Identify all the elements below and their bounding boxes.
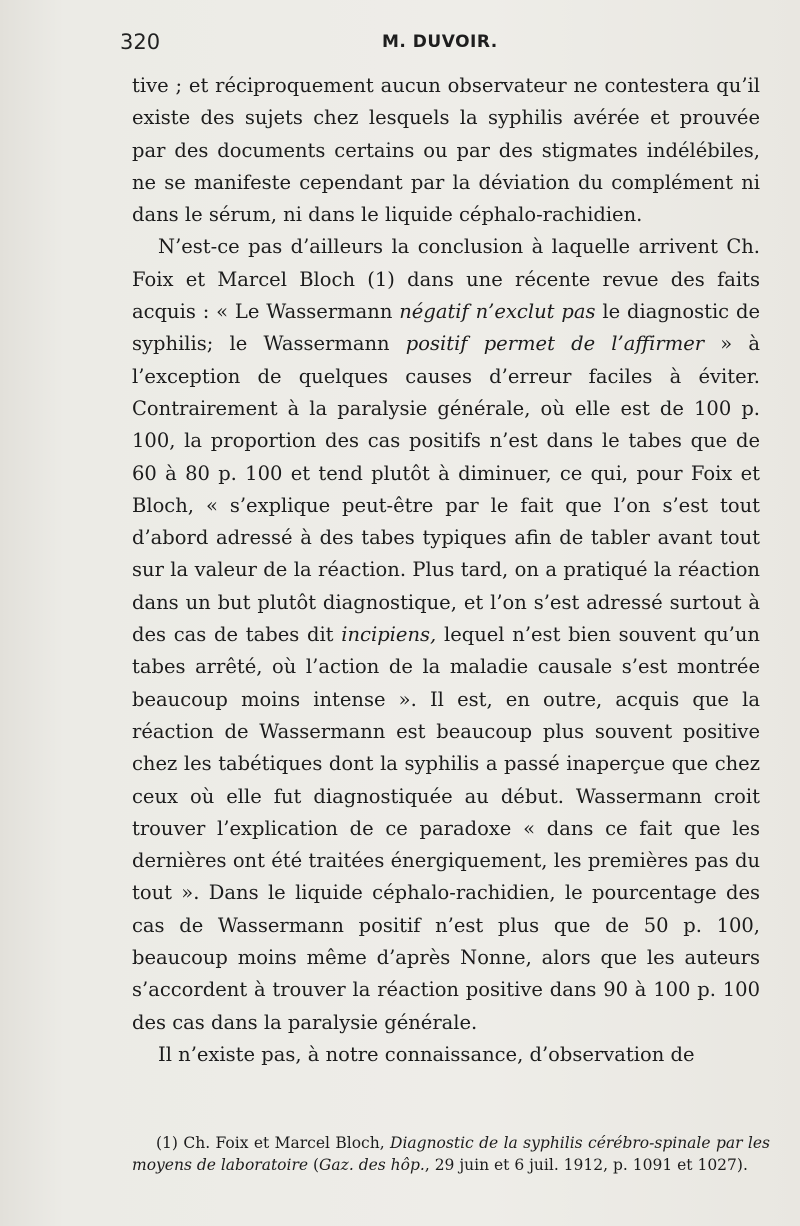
- footnote-title: Diagnostic de la syphilis cérébro-spinale par les moyens de laboratoire: [132, 1134, 770, 1174]
- running-head: M. DUVOIR.: [382, 32, 498, 52]
- paragraph-3: Il n’existe pas, à notre connaissance, d’observation de: [158, 1042, 695, 1066]
- paragraph-2-text-4: » à l’exception de quelques causes d’erreur faciles à éviter. Contrairement à la paralysie générale, où elle est de 100 p. 100, la proportion des cas positifs n’est dans le tabes que de 60 à 80 p. 100 et tend plutôt à diminuer, ce qui, pour Foix et Bloch, « s’explique peut-être par le fait que l’on s’est tout d’abord adressé à des tabes typiques afin de tabler avant tout sur la valeur de la réaction. Plus tard, on a pratiqué la réaction dans un but plutôt diagnostique, et l’on s’est adressé surtout à des cas de tabes dit: [132, 332, 761, 647]
- page-header: [120, 30, 760, 66]
- footnote: [132, 1133, 770, 1176]
- emphasis-incipiens: incipiens,: [341, 623, 437, 647]
- emphasis-negatif: négatif: [399, 300, 469, 324]
- paragraph-2-text-2: [469, 300, 476, 323]
- emphasis-positif-permet: positif permet de l’affirmer: [405, 332, 705, 356]
- page-number: 320: [120, 30, 161, 54]
- body-text: [132, 70, 760, 1071]
- paragraph-2: [132, 231, 760, 1038]
- paragraph-2-text-5: lequel n’est bien souvent qu’un tabes arrêté, où l’action de la maladie causale s’est montrée beaucoup moins intense ». Il est, en outre, acquis que la réaction de Wassermann est beaucoup plus souvent positive chez les tabétiques dont la syphilis a passé inaperçue que chez ceux où elle fut diagnostiquée au début. Wassermann croit trouver l’explication de ce paradoxe « dans ce fait que les dernières ont été traitées énergiquement, les premières pas du tout ». Dans le liquide céphalo-rachidien, le pourcentage des cas de Wassermann positif n’est plus que de 50 p. 100, beaucoup moins même d’après Nonne, alors que les auteurs s’accordent à trouver la réaction positive dans 90 à 100 p. 100 des cas dans la paralysie générale.: [132, 623, 760, 1034]
- footnote-text: [132, 1133, 770, 1176]
- footnote-text-3: , 29 juin et 6 juil. 1912, p. 1091 et 1027).: [424, 1155, 748, 1174]
- footnote-text-1: (1) Ch. Foix et Marcel Bloch,: [156, 1134, 391, 1152]
- footnote-text-2: (: [308, 1155, 320, 1174]
- paragraph-2-text-1: N’est-ce pas d’ailleurs la conclusion à laquelle arrivent Ch. Foix et Marcel Bloch (1) dans une récente revue des faits acquis : « Le Wassermann: [132, 235, 760, 324]
- paragraph-1: tive ; et réciproquement aucun observateur ne contestera qu’il existe des sujets chez lesquels la syphilis avérée et prouvée par des documents certains ou par des stigmates indélébiles, ne se manifeste cependant par la déviation du complément ni dans le sérum, ni dans le liquide céphalo-rachidien.: [132, 74, 760, 227]
- footnote-journal: Gaz. des hôp.: [319, 1155, 425, 1174]
- paragraph-2-text-3: le diagnostic de syphilis; le Wassermann: [132, 300, 760, 356]
- emphasis-n-exclut-pas: n’exclut pas: [475, 300, 596, 324]
